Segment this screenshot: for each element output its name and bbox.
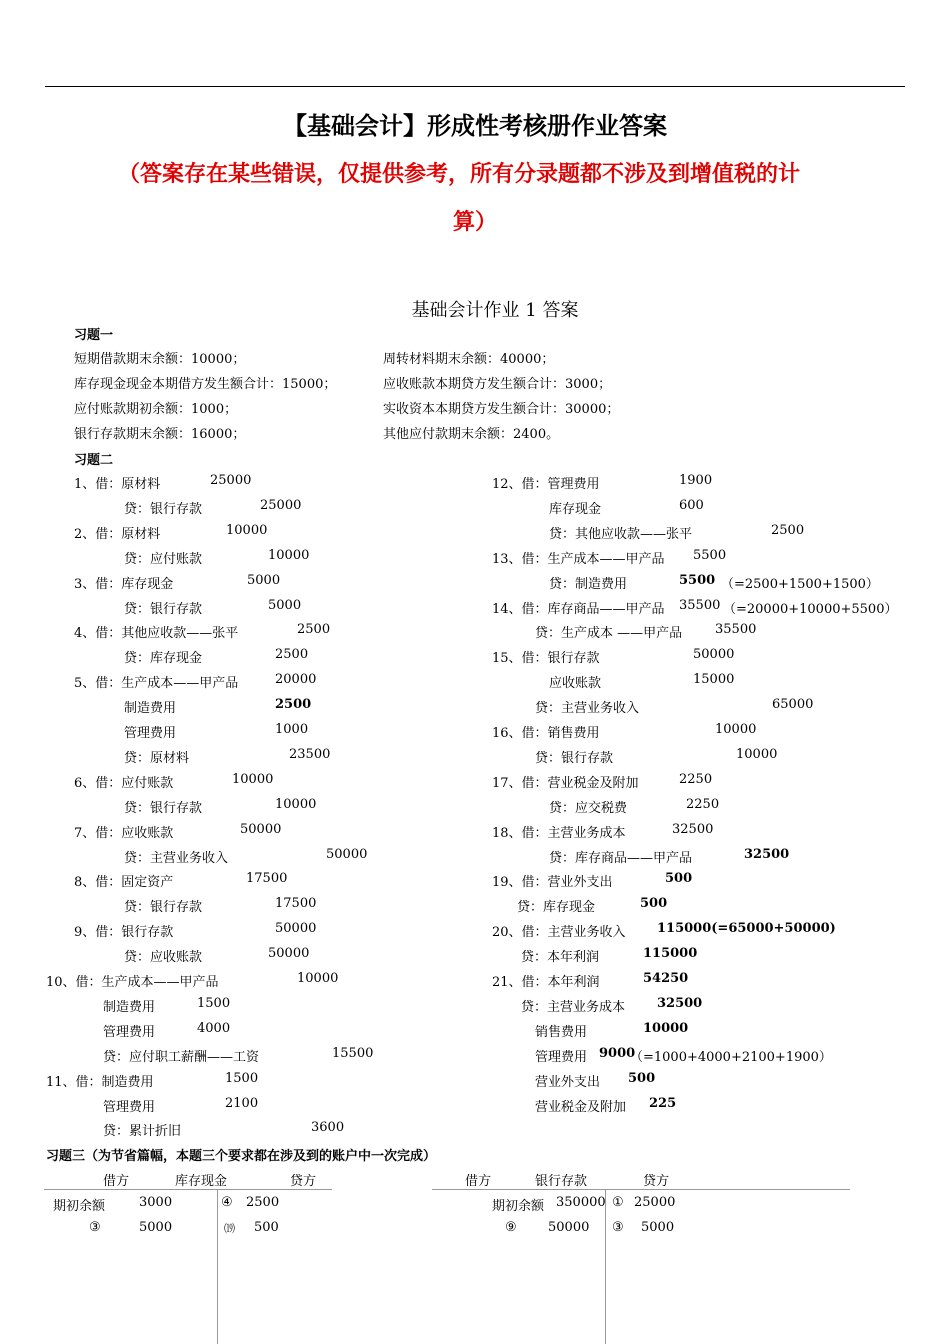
journal-entry-label: 5、借：生产成本——甲产品 [74,676,239,692]
journal-entry-label: 贷：本年利润 [521,950,600,966]
journal-entry-label: 18、借：主营业务成本 [492,825,626,841]
exercise-3-heading: 习题三（为节省篇幅，本题三个要求都在涉及到的账户中一次完成） [46,1149,437,1164]
journal-entry-amount: 115000 [643,946,698,962]
journal-entry-amount: 32500 [744,846,790,862]
journal-entry-amount: 10000 [643,1020,689,1036]
journal-entry-amount: 2500 [771,522,805,538]
disclaimer-line-2: 算） [452,210,497,235]
journal-entry-label: 17、借：营业税金及附加 [492,775,639,791]
journal-entry-amount: 4000 [197,1020,231,1036]
journal-entry-amount: 9000 [599,1045,636,1061]
journal-entry-label: 7、借：应收账款 [74,825,174,841]
cash-debit-amount-2: 5000 [139,1220,173,1235]
journal-entry-amount: 1500 [197,995,231,1011]
journal-entry-label: 贷：生产成本 ——甲产品 [535,626,683,642]
journal-entry-label: 贷：应交税费 [549,800,628,816]
journal-entry-label: 贷：银行存款 [124,800,203,816]
exercise-1-heading: 习题一 [74,328,114,343]
journal-entry-label: 贷：制造费用 [549,576,628,592]
cash-account-name: 库存现金 [175,1174,228,1189]
bank-debit-amount-2: 50000 [548,1220,590,1235]
bank-credit-amount-1: 25000 [634,1195,676,1210]
journal-entry-label: 管理费用 [103,1099,156,1115]
journal-entry-amount: 2500 [275,647,309,663]
journal-entry-amount: 50000 [693,647,735,663]
journal-entry-amount: 5000 [268,597,302,613]
disclaimer-line-1: （答案存在某些错误，仅提供参考，所有分录题都不涉及到增值税的计 [118,162,801,187]
cash-t-horizontal [44,1189,332,1190]
journal-entry-label: 应收账款 [549,676,602,692]
journal-entry-amount: 32500 [672,821,714,837]
balance-line: 周转材料期末余额：40000； [383,352,555,367]
section-subtitle: 基础会计作业 1 答案 [411,300,579,321]
journal-entry-label: 贷：银行存款 [535,750,614,766]
bank-credit-amount-2: 5000 [641,1220,675,1235]
balance-line: 银行存款期末余额：16000； [74,427,246,442]
bank-debit-ref-2: ⑨ [505,1220,517,1235]
balance-line: 实收资本本期贷方发生额合计：30000； [383,402,620,417]
journal-entry-label: 9、借：银行存款 [74,925,174,941]
journal-entry-amount: 10000 [297,971,339,986]
journal-entry-label: 2、借：原材料 [74,526,161,542]
journal-entry-label: 14、借：库存商品——甲产品 [492,601,665,617]
cash-credit-ref-1: ④ [221,1195,233,1210]
journal-entry-amount: 32500 [657,995,703,1011]
journal-entry-label: 6、借：应付账款 [74,775,174,791]
journal-entry-label: 1、借：原材料 [74,477,161,492]
balance-line: 短期借款期末余额：10000； [74,352,246,367]
journal-entry-label: 3、借：库存现金 [74,576,174,592]
journal-entry-amount: 50000 [275,921,317,937]
journal-entry-label: 8、借：固定资产 [74,875,174,891]
journal-entry-label: 13、借：生产成本——甲产品 [492,551,665,567]
journal-entry-label: 12、借：管理费用 [492,477,600,492]
journal-entry-amount: 5500 [679,572,716,588]
journal-entry-formula: （=1000+4000+2100+1900） [630,1049,832,1065]
journal-entry-label: 4、借：其他应收款——张平 [74,626,239,642]
journal-entry-amount: 17500 [275,896,317,912]
bank-t-horizontal [432,1189,850,1190]
journal-entry-amount: 1500 [225,1070,259,1086]
journal-entry-label: 贷：库存现金 [124,651,203,667]
journal-entry-label: 管理费用 [124,726,177,741]
exercise-2-heading: 习题二 [74,453,114,468]
journal-entry-label: 贷：其他应收款——张平 [549,526,693,542]
journal-entry-amount: 3600 [311,1120,345,1136]
journal-entry-amount: 54250 [643,971,689,986]
bank-opening-label: 期初余额 [492,1199,545,1214]
journal-entry-label: 制造费用 [103,999,156,1015]
journal-entry-label: 库存现金 [549,501,602,517]
journal-entry-formula: （=2500+1500+1500） [721,576,879,592]
journal-entry-label: 20、借：主营业务收入 [492,925,626,941]
journal-entry-formula: （=20000+10000+5500） [723,601,898,617]
journal-entry-amount: 35500 [715,622,757,638]
journal-entry-amount: 15000 [693,672,735,688]
journal-entry-label: 贷：原材料 [124,750,190,766]
journal-entry-label: 贷：应收账款 [124,950,203,966]
journal-entry-label: 管理费用 [103,1024,156,1040]
cash-opening-amount: 3000 [139,1195,173,1210]
journal-entry-amount: 35500 [679,597,721,613]
journal-entry-amount: 10000 [736,746,778,762]
journal-entry-amount: 10000 [232,771,274,787]
journal-entry-amount: 500 [665,871,693,887]
journal-entry-amount: 50000 [268,946,310,962]
header-rule [45,86,905,87]
cash-debit-ref-2: ③ [89,1220,101,1235]
journal-entry-label: 贷：银行存款 [124,900,203,916]
bank-credit-label: 贷方 [643,1174,670,1189]
journal-entry-amount: 600 [679,497,704,513]
balance-line: 库存现金现金本期借方发生额合计：15000； [74,377,337,392]
journal-entry-label: 贷：主营业务收入 [535,701,640,717]
journal-entry-amount: 1900 [679,473,713,488]
balance-line: 应收账款本期贷方发生额合计：3000； [383,377,612,392]
journal-entry-label: 贷：主营业务成本 [521,999,626,1015]
journal-entry-amount: 2100 [225,1095,259,1111]
journal-entry-amount: 10000 [275,796,317,812]
journal-entry-amount: 20000 [275,672,317,688]
journal-entry-amount: 5000 [247,572,281,588]
journal-entry-amount: 15500 [332,1045,374,1061]
journal-entry-amount: 500 [628,1070,656,1086]
bank-t-vertical [605,1189,606,1344]
cash-credit-amount-1: 2500 [246,1195,280,1210]
journal-entry-amount: 10000 [268,547,310,563]
journal-entry-label: 营业税金及附加 [535,1099,627,1115]
journal-entry-label: 管理费用 [535,1049,588,1065]
journal-entry-label: 11、借：制造费用 [46,1074,154,1090]
journal-entry-amount: 10000 [715,722,757,737]
journal-entry-amount: 25000 [260,497,302,513]
journal-entry-label: 贷：应付职工薪酬——工资 [103,1049,260,1065]
journal-entry-amount: 2250 [686,796,720,812]
journal-entry-amount: 25000 [210,473,252,488]
journal-entry-amount: 23500 [289,746,331,762]
bank-opening-amount: 350000 [556,1195,606,1210]
balance-line: 其他应付款期末余额：2400。 [383,427,560,442]
journal-entry-amount: 1000 [275,722,309,737]
journal-entry-label: 制造费用 [124,701,177,717]
journal-entry-amount: 2500 [297,622,331,638]
journal-entry-amount: 65000 [772,697,814,713]
journal-entry-amount: 2500 [275,697,312,713]
bank-credit-ref-2: ③ [612,1220,624,1235]
journal-entry-amount: 5500 [693,547,727,563]
journal-entry-label: 贷：库存现金 [517,900,596,916]
journal-entry-amount: 115000(=65000+50000) [657,921,836,937]
cash-debit-label: 借方 [103,1174,130,1189]
bank-account-name: 银行存款 [535,1174,588,1189]
journal-entry-amount: 500 [640,896,668,912]
journal-entry-label: 贷：应付账款 [124,551,203,567]
journal-entry-amount: 225 [649,1095,677,1111]
bank-credit-ref-1: ① [612,1195,624,1210]
journal-entry-amount: 50000 [240,821,282,837]
journal-entry-amount: 50000 [326,846,368,862]
cash-credit-amount-2: 500 [254,1220,279,1235]
journal-entry-amount: 17500 [246,871,288,887]
balance-line: 应付账款期初余额：1000； [74,402,238,417]
journal-entry-label: 21、借：本年利润 [492,975,600,990]
cash-credit-label: 贷方 [290,1174,317,1189]
journal-entry-label: 贷：累计折旧 [103,1124,182,1140]
bank-debit-label: 借方 [465,1174,492,1189]
cash-credit-ref-2: ⒆ [224,1222,235,1235]
journal-entry-amount: 2250 [679,771,713,787]
journal-entry-label: 营业外支出 [535,1074,601,1090]
cash-t-vertical [217,1189,218,1344]
journal-entry-amount: 10000 [226,522,268,538]
journal-entry-label: 贷：主营业务收入 [124,850,229,866]
journal-entry-label: 贷：库存商品——甲产品 [549,850,693,866]
cash-opening-label: 期初余额 [53,1199,106,1214]
journal-entry-label: 19、借：营业外支出 [492,875,613,891]
journal-entry-label: 16、借：销售费用 [492,726,600,741]
journal-entry-label: 销售费用 [535,1024,588,1040]
journal-entry-label: 15、借：银行存款 [492,651,600,667]
journal-entry-label: 10、借：生产成本——甲产品 [46,975,219,990]
document-title: 【基础会计】形成性考核册作业答案 [283,112,667,140]
journal-entry-label: 贷：银行存款 [124,501,203,517]
journal-entry-label: 贷：银行存款 [124,601,203,617]
